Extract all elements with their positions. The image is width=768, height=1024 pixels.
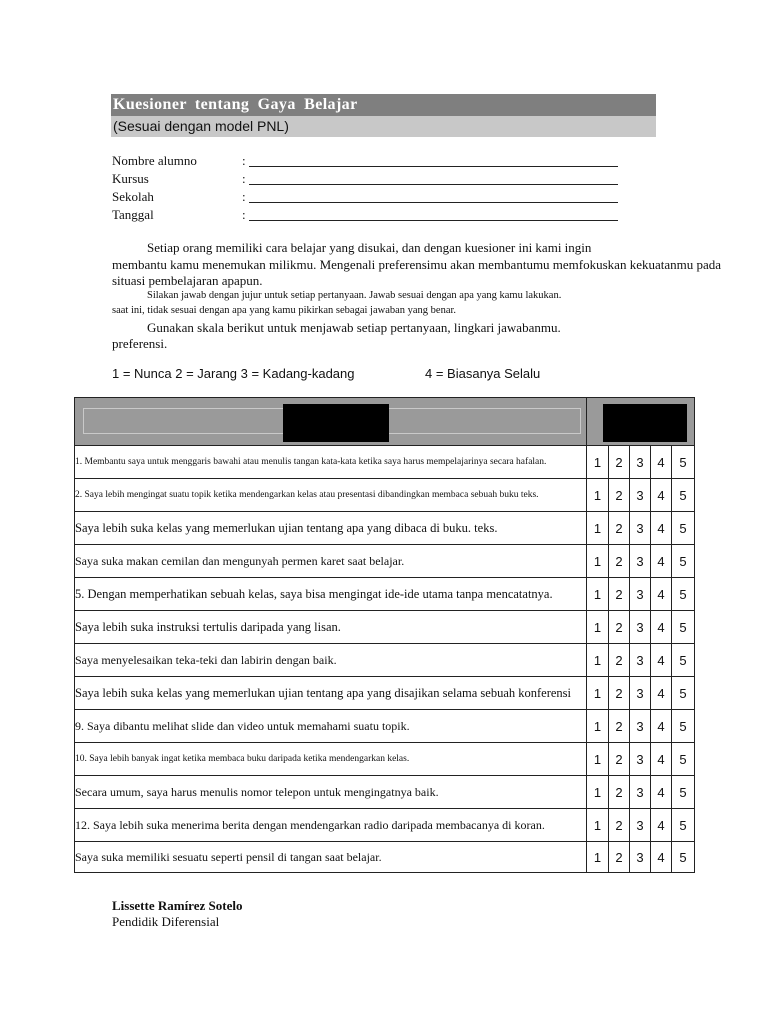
question-text: Saya suka memiliki sesuatu seperti pensil di tangan saat belajar. [75,842,587,873]
question-text: 9. Saya dibantu melihat slide dan video untuk memahami suatu topik. [75,710,587,743]
answer-option-5[interactable]: 5 [672,611,695,644]
question-row [75,710,695,743]
field-label: Tanggal [112,207,154,222]
answer-option-4[interactable]: 4 [651,776,672,809]
answer-option-4[interactable]: 4 [651,545,672,578]
answer-option-2[interactable]: 2 [609,545,630,578]
answer-option-3[interactable]: 3 [630,842,651,873]
answer-option-4[interactable]: 4 [651,479,672,512]
statement-header-cell [75,398,587,446]
question-text: 12. Saya lebih suka menerima berita dengan mendengarkan radio daripada membacanya di koran. [75,809,587,842]
answer-option-5[interactable]: 5 [672,446,695,479]
question-row [75,611,695,644]
answer-option-4[interactable]: 4 [651,512,672,545]
answer-option-5[interactable]: 5 [672,776,695,809]
answer-option-3[interactable]: 3 [630,809,651,842]
answer-option-4[interactable]: 4 [651,446,672,479]
question-row [75,644,695,677]
answer-option-2[interactable]: 2 [609,479,630,512]
answer-option-1[interactable]: 1 [587,545,609,578]
redacted-header-box [283,404,389,442]
answer-option-3[interactable]: 3 [630,710,651,743]
answer-option-3[interactable]: 3 [630,479,651,512]
instruction-line-1: Silakan jawab dengan jujur untuk setiap pertanyaan. Jawab sesuai dengan apa yang kamu lakukan. [147,290,562,301]
answer-option-2[interactable]: 2 [609,776,630,809]
answer-option-1[interactable]: 1 [587,512,609,545]
answer-option-5[interactable]: 5 [672,809,695,842]
answer-option-5[interactable]: 5 [672,743,695,776]
answer-option-3[interactable]: 3 [630,512,651,545]
table-header-row [75,398,695,446]
answer-option-2[interactable]: 2 [609,611,630,644]
answer-option-3[interactable]: 3 [630,545,651,578]
answer-option-1[interactable]: 1 [587,842,609,873]
options-header-cell [587,398,695,446]
answer-option-3[interactable]: 3 [630,743,651,776]
field-colon: : [242,153,246,168]
field-colon: : [242,189,246,204]
answer-option-5[interactable]: 5 [672,479,695,512]
answer-option-2[interactable]: 2 [609,578,630,611]
question-text: Saya lebih suka kelas yang memerlukan ujian tentang apa yang disajikan selama sebuah konferensi [75,677,587,710]
author-role: Pendidik Diferensial [112,914,220,929]
answer-option-5[interactable]: 5 [672,644,695,677]
answer-option-1[interactable]: 1 [587,776,609,809]
field-label: Kursus [112,171,149,186]
answer-option-4[interactable]: 4 [651,710,672,743]
answer-option-4[interactable]: 4 [651,578,672,611]
question-row [75,512,695,545]
answer-option-2[interactable]: 2 [609,446,630,479]
question-row [75,842,695,873]
question-text: Saya menyelesaikan teka-teki dan labirin dengan baik. [75,644,587,677]
field-colon: : [242,171,246,186]
field-colon: : [242,207,246,222]
field-label: Nombre alumno [112,153,197,168]
answer-option-3[interactable]: 3 [630,578,651,611]
question-text: 1. Membantu saya untuk menggaris bawahi atau menulis tangan kata-kata ketika saya harus mempelajarinya secara hafalan. [75,446,587,479]
answer-option-3[interactable]: 3 [630,776,651,809]
answer-option-5[interactable]: 5 [672,842,695,873]
scale-instruction-line-2: preferensi. [112,336,168,351]
answer-option-2[interactable]: 2 [609,809,630,842]
answer-option-3[interactable]: 3 [630,446,651,479]
field-line [249,220,618,221]
answer-option-4[interactable]: 4 [651,842,672,873]
answer-option-3[interactable]: 3 [630,611,651,644]
answer-option-1[interactable]: 1 [587,479,609,512]
answer-option-3[interactable]: 3 [630,644,651,677]
question-text: Saya suka makan cemilan dan mengunyah permen karet saat belajar. [75,545,587,578]
author-name: Lissette Ramírez Sotelo [112,898,243,913]
question-row [75,743,695,776]
answer-option-2[interactable]: 2 [609,512,630,545]
question-text: 10. Saya lebih banyak ingat ketika membaca buku daripada ketika mendengarkan kelas. [75,743,587,776]
field-line [249,202,618,203]
answer-option-1[interactable]: 1 [587,809,609,842]
answer-option-1[interactable]: 1 [587,611,609,644]
question-text: Secara umum, saya harus menulis nomor telepon untuk mengingatnya baik. [75,776,587,809]
scale-instruction-line-1: Gunakan skala berikut untuk menjawab setiap pertanyaan, lingkari jawabanmu. [147,320,561,335]
answer-option-4[interactable]: 4 [651,743,672,776]
question-text: Saya lebih suka instruksi tertulis daripada yang lisan. [75,611,587,644]
field-line [249,184,618,185]
answer-option-5[interactable]: 5 [672,677,695,710]
answer-option-1[interactable]: 1 [587,446,609,479]
answer-option-2[interactable]: 2 [609,842,630,873]
field-label: Sekolah [112,189,154,204]
answer-option-4[interactable]: 4 [651,677,672,710]
answer-option-4[interactable]: 4 [651,611,672,644]
questionnaire-table [74,397,695,873]
instruction-line-2: saat ini, tidak sesuai dengan apa yang kamu pikirkan sebagai jawaban yang benar. [112,305,457,316]
question-row [75,446,695,479]
question-row [75,677,695,710]
answer-option-5[interactable]: 5 [672,512,695,545]
answer-option-5[interactable]: 5 [672,710,695,743]
intro-line-1: Setiap orang memiliki cara belajar yang disukai, dan dengan kuesioner ini kami ingin [147,240,592,255]
field-line [249,166,618,167]
answer-option-4[interactable]: 4 [651,644,672,677]
answer-option-3[interactable]: 3 [630,677,651,710]
intro-line-3: situasi pembelajaran apapun. [112,273,263,288]
answer-option-5[interactable]: 5 [672,545,695,578]
answer-option-1[interactable]: 1 [587,743,609,776]
question-row [75,809,695,842]
question-text: 2. Saya lebih mengingat suatu topik ketika mendengarkan kelas atau presentasi dibandingkan membaca sebuah buku teks. [75,479,587,512]
question-text: 5. Dengan memperhatikan sebuah kelas, saya bisa mengingat ide-ide utama tanpa mencatatnya. [75,578,587,611]
scale-legend-right: 4 = Biasanya Selalu [425,366,541,381]
question-text: Saya lebih suka kelas yang memerlukan ujian tentang apa yang dibaca di buku. teks. [75,512,587,545]
question-row [75,776,695,809]
answer-option-1[interactable]: 1 [587,578,609,611]
answer-option-1[interactable]: 1 [587,677,609,710]
question-row [75,545,695,578]
answer-option-2[interactable]: 2 [609,644,630,677]
answer-option-2[interactable]: 2 [609,710,630,743]
answer-option-2[interactable]: 2 [609,743,630,776]
redacted-header-box [603,404,687,442]
answer-option-4[interactable]: 4 [651,809,672,842]
question-row [75,578,695,611]
answer-option-5[interactable]: 5 [672,578,695,611]
question-row [75,479,695,512]
questionnaire-title: Kuesioner tentang Gaya Belajar [111,94,656,116]
intro-line-2: membantu kamu menemukan milikmu. Mengenali preferensimu akan membantumu memfokuskan kekuatanmu pada [112,257,722,272]
questionnaire-subtitle: (Sesuai dengan model PNL) [111,116,656,137]
answer-option-1[interactable]: 1 [587,644,609,677]
answer-option-1[interactable]: 1 [587,710,609,743]
scale-legend-left: 1 = Nunca 2 = Jarang 3 = Kadang-kadang [112,366,355,381]
answer-option-2[interactable]: 2 [609,677,630,710]
